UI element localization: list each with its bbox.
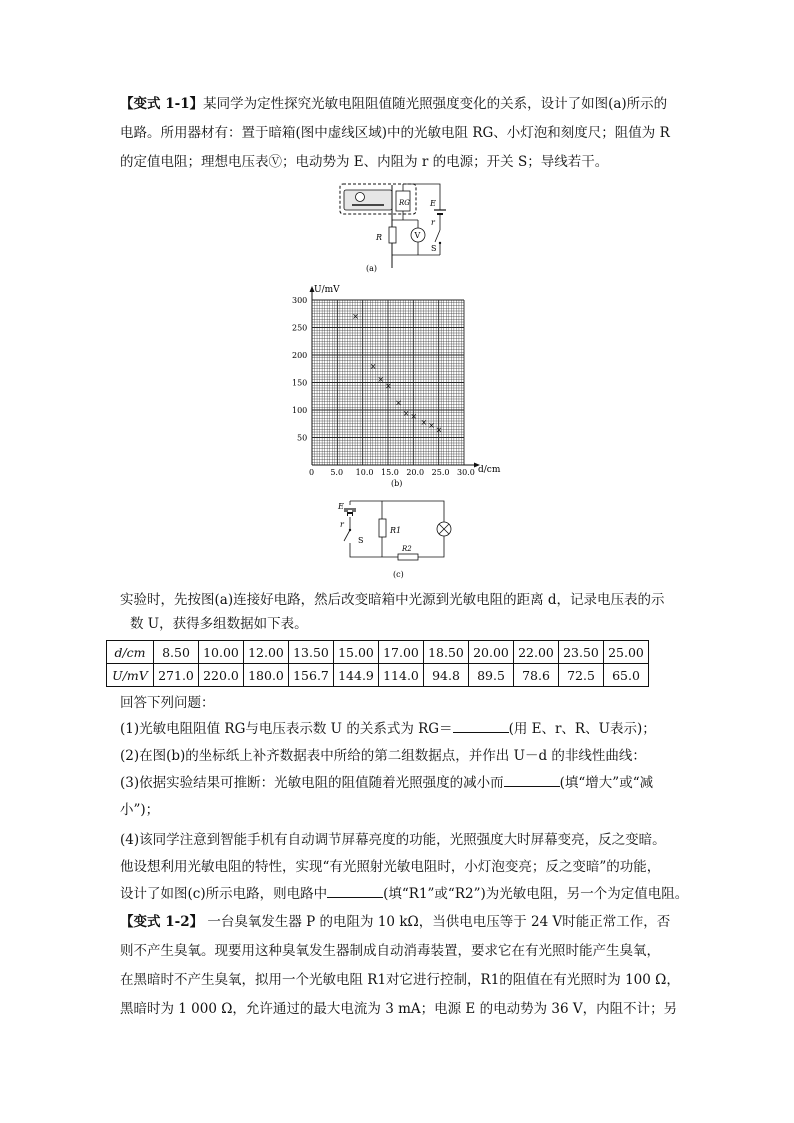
answer-prompt: 回答下列问题： [120,695,215,711]
table-row-u [107,664,649,687]
figure-b-chart [280,280,510,490]
answer-blank-1[interactable] [453,720,509,733]
chart-tick-labels [292,296,475,477]
y-tick-label: 250 [292,323,308,333]
table-cell: 78.6 [514,664,559,687]
figure-c-circuit [330,497,470,582]
problem1-intro-line-3: 的定值电阻；理想电压表Ⓥ；电动势为 E、内阻为 r 的电源；开关 S；导线若干。 [120,154,609,170]
table-cell: 10.00 [199,641,244,664]
problem2-line-4: 黑暗时为 1 000 Ω，允许通过的最大电流为 3 mA；电源 E 的电动势为 36 V，内阻不计；另 [120,1001,678,1017]
question-3-cont: 小”)； [120,802,160,818]
problem1-title: 【变式 1-1】 [120,96,204,112]
x-tick-label: 15.0 [381,468,399,477]
battery-r-label: r [431,218,435,227]
switch-label-c: S [358,536,364,545]
switch-label: S [431,244,437,253]
experiment-line-2: 数 U，获得多组数据如下表。 [130,616,308,632]
lamp-housing [344,190,392,210]
question-4-line-2: 他设想利用光敏电阻的特性，实现“有光照射光敏电阻时，小灯泡变亮；反之变暗”的功能， [120,859,661,875]
table-cell: 20.00 [469,641,514,664]
table-cell: 271.0 [154,664,199,687]
x-tick-label: 0 [309,468,315,477]
r-label: R [376,233,383,242]
problem2-line-2: 则不产生臭氧。现要用这种臭氧发生器制成自动消毒装置，要求它在有光照时能产生臭氧， [120,943,660,959]
data-point: × [410,411,418,421]
data-point: × [420,417,428,427]
question-1-text: (1)光敏电阻阻值 RG与电压表示数 U 的关系式为 RG＝ [120,721,453,737]
battery-e-label-c: E [338,502,344,511]
question-3 [120,773,653,793]
problem1-intro-line-1 [120,94,667,114]
figure-a-caption: (a) [366,264,378,273]
x-tick-label: 25.0 [431,468,450,477]
data-point: × [428,421,435,431]
table-cell: 23.50 [559,641,604,664]
problem2-title: 【变式 1-2】 [120,914,204,930]
chart-x-label: d/cm [478,465,501,475]
r1-resistor [379,519,386,537]
question-4-tail: (填“R1”或“R2”)为光敏电阻，另一个为定值电阻。 [383,886,689,902]
table-cell: 220.0 [199,664,244,687]
x-tick-label: 30.0 [457,468,475,477]
table-header-u: U/mV [107,664,154,687]
problem2-text-1: 一台臭氧发生器 P 的电阻为 10 kΩ，当供电电压等于 24 V时能正常工作，否 [207,914,671,930]
question-3-tail: (填“增大”或“减 [559,775,654,791]
answer-blank-3[interactable] [504,774,560,787]
answer-blank-4[interactable] [327,885,383,898]
data-table [106,640,649,687]
question-3-text: (3)依据实验结果可推断：光敏电阻的阻值随着光照强度的减小而 [120,775,504,791]
figure-a-circuit [330,180,470,275]
table-cell: 18.50 [424,641,469,664]
chart-y-label: U/mV [314,285,340,295]
table-header-d: d/cm [107,641,154,664]
table-cell: 156.7 [289,664,334,687]
battery-e-label: E [430,199,436,208]
question-4-text: 设计了如图(c)所示电路，则电路中 [120,886,328,902]
problem2-line-3: 在黑暗时不产生臭氧，拟用一个光敏电阻 R1对它进行控制，R1的阻值在有光照时为 100 Ω， [120,972,680,988]
table-cell: 25.00 [604,641,649,664]
table-cell: 17.00 [379,641,424,664]
data-point: × [395,398,402,408]
r2-resistor [398,554,418,560]
table-cell: 89.5 [469,664,514,687]
x-tick-label: 5.0 [330,468,344,477]
rg-label: RG [399,199,410,207]
table-cell: 65.0 [604,664,649,687]
y-tick-label: 150 [292,378,308,388]
data-point: × [377,374,385,384]
table-cell: 13.50 [289,641,334,664]
table-cell: 8.50 [154,641,199,664]
table-cell: 72.5 [559,664,604,687]
data-point: × [369,362,377,371]
intro-text-1: 某同学为定性探究光敏电阻阻值随光照强度变化的关系，设计了如图(a)所示的 [203,96,668,112]
table-row-d [107,641,649,664]
experiment-line-1: 实验时，先按图(a)连接好电路，然后改变暗箱中光源到光敏电阻的距离 d，记录电压表的示 [120,592,665,608]
problem1-intro-line-2: 电路。所用器材有：置于暗箱(图中虚线区域)中的光敏电阻 RG、小灯泡和刻度尺；阻值为 R [120,125,670,141]
table-cell: 114.0 [379,664,424,687]
question-1 [120,719,656,739]
question-2: (2)在图(b)的坐标纸上补齐数据表中所给的第二组数据点，并作出 U－d 的非线性曲线： [120,748,646,764]
table-cell: 94.8 [424,664,469,687]
table-cell: 15.00 [334,641,379,664]
voltmeter-label: V [414,231,421,240]
y-tick-label: 200 [292,351,308,360]
y-tick-label: 50 [297,433,308,443]
y-tick-label: 300 [292,296,308,305]
table-cell: 180.0 [244,664,289,687]
data-point: × [435,425,443,435]
r2-label: R2 [402,545,412,553]
y-tick-label: 100 [292,406,308,415]
lamp-icon [356,193,365,202]
question-4-line-1: (4)该同学注意到智能手机有自动调节屏幕亮度的功能，光照强度大时屏幕变亮，反之变暗。 [120,832,666,848]
question-1-tail: (用 E、r、R、U表示)； [508,721,656,737]
r-resistor [389,227,396,243]
table-cell: 22.00 [514,641,559,664]
data-point: × [352,311,359,321]
table-cell: 144.9 [334,664,379,687]
table-cell: 12.00 [244,641,289,664]
battery-r-label-c: r [340,520,344,529]
switch-s [435,230,440,242]
figure-b-caption: (b) [391,479,403,488]
r1-label: R1 [390,526,402,535]
question-4-line-3 [120,884,688,904]
x-tick-label: 20.0 [406,468,425,477]
figure-c-caption: (c) [393,570,404,579]
problem2-line-1 [120,912,670,932]
data-point: × [402,408,410,418]
data-point: × [385,381,392,391]
x-tick-label: 10.0 [355,468,374,477]
